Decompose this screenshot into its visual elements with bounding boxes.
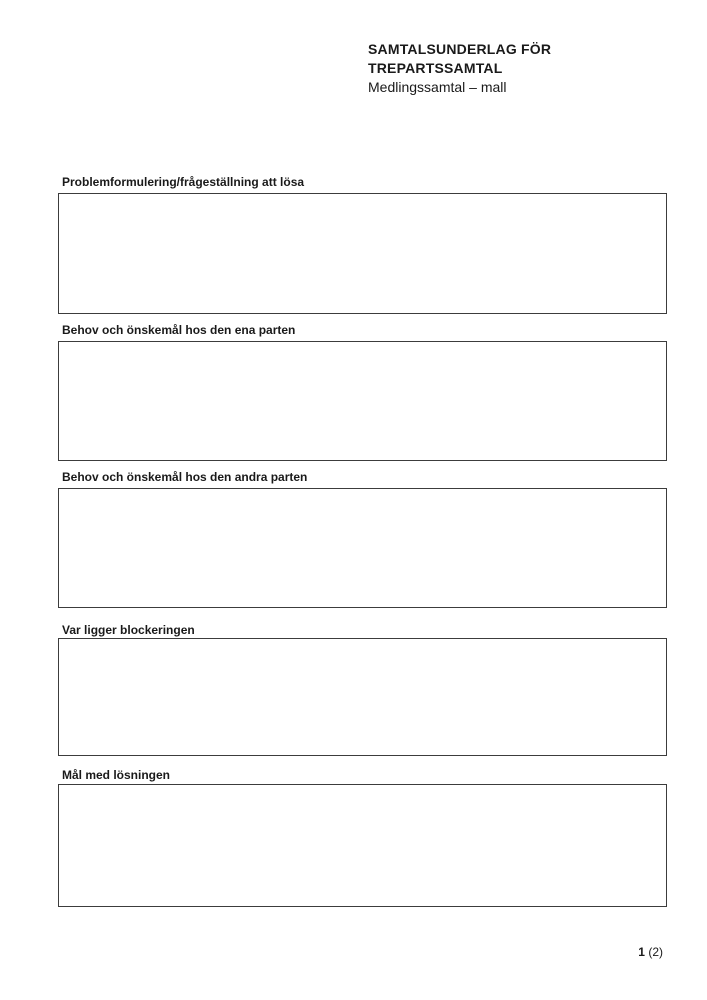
page-footer <box>638 945 663 959</box>
document-title-line1: SAMTALSUNDERLAG FÖR <box>368 41 552 57</box>
input-box-problemformulering[interactable] <box>58 193 667 314</box>
page-number: 1 <box>638 945 645 959</box>
label-mal-med-losningen: Mål med lösningen <box>62 768 171 782</box>
input-box-behov-andra-parten[interactable] <box>58 488 667 608</box>
document-subtitle: Medlingssamtal – mall <box>368 79 507 95</box>
input-box-mal-med-losningen[interactable] <box>58 784 667 907</box>
label-problemformulering: Problemformulering/frågeställning att lösa <box>62 175 305 189</box>
document-header <box>368 40 668 97</box>
document-title-line2: TREPARTSSAMTAL <box>368 60 503 76</box>
input-box-behov-ena-parten[interactable] <box>58 341 667 461</box>
label-behov-ena-parten: Behov och önskemål hos den ena parten <box>62 323 296 337</box>
input-box-var-ligger-blockeringen[interactable] <box>58 638 667 756</box>
label-behov-andra-parten: Behov och önskemål hos den andra parten <box>62 470 308 484</box>
label-var-ligger-blockeringen: Var ligger blockeringen <box>62 623 195 637</box>
page-total: (2) <box>648 945 663 959</box>
